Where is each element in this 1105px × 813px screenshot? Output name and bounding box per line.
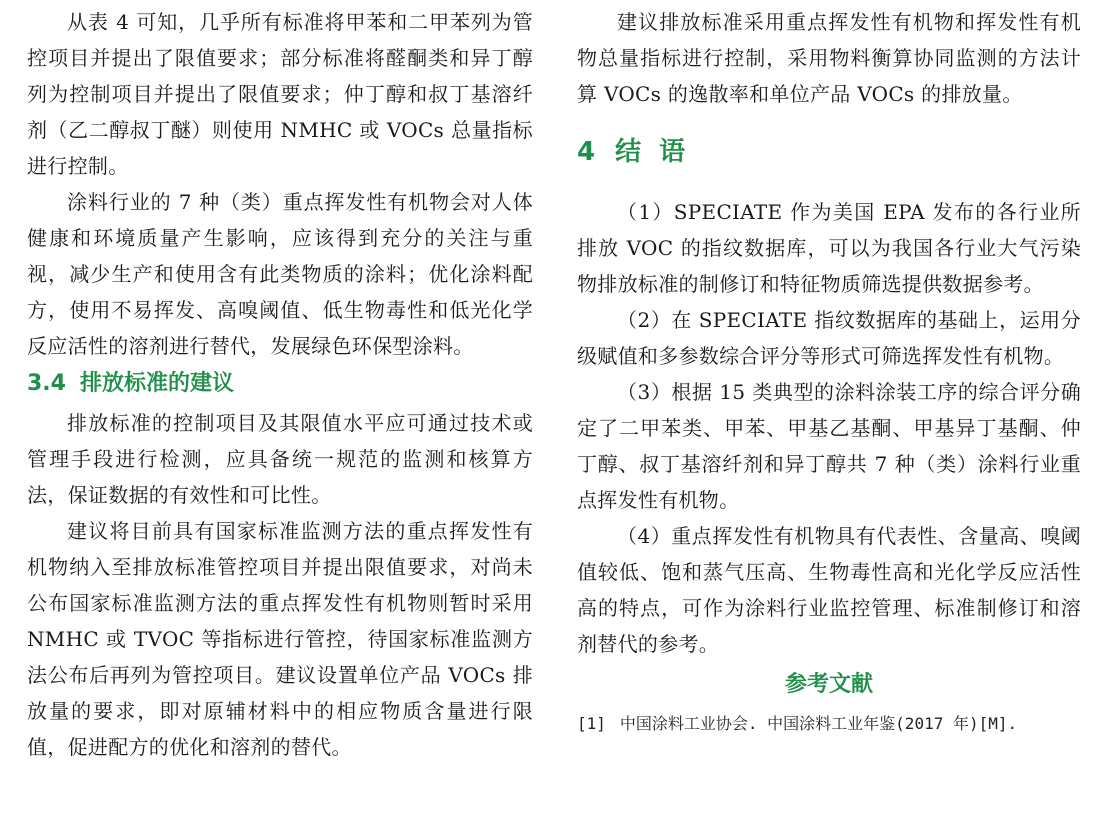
paragraph-recommendation: 建议将目前具有国家标准监测方法的重点挥发性有机物纳入至排放标准管控项目并提出限值要求，对尚未公布国家标准监测方法的重点挥发性有机物则暂时采用 NMHC 或 TVOC 等指标进行管控，待国家标准监测方法公布后再列为管控项目。建议设置单位产品 VOCs 排放量的要求，即对原辅材料中的相应物质含量进行限值，促进配方的优化和溶剂的替代。 (27, 519, 533, 759)
right-column (577, 0, 1081, 738)
section-heading-4 (577, 132, 1081, 172)
conclusion-item-3: （3）根据 15 类典型的涂料涂装工序的综合评分确定了二甲苯类、甲苯、甲基乙基酮、甲基异丁基酮、仲丁醇、叔丁基溶纤剂和异丁醇共 7 种（类）涂料行业重点挥发性有机物。 (577, 380, 1081, 512)
conclusion-item-2: （2）在 SPECIATE 指纹数据库的基础上，运用分级赋值和多参数综合评分等形式可筛选挥发性有机物。 (577, 308, 1081, 368)
reference-item (577, 710, 1081, 738)
left-column (27, 0, 533, 765)
reference-text: 中国涂料工业协会. 中国涂料工业年鉴(2017 年)[M]. (619, 714, 1018, 733)
section-number: 4 (577, 137, 596, 167)
paragraph-emission-indicators: 建议排放标准采用重点挥发性有机物和挥发性有机物总量指标进行控制，采用物料衡算协同监测的方法计算 VOCs 的逸散率和单位产品 VOCs 的排放量。 (577, 10, 1081, 106)
conclusion-item-4: （4）重点挥发性有机物具有代表性、含量高、嗅阈值较低、饱和蒸气压高、生物毒性高和光化学反应活性高的特点，可作为涂料行业监控管理、标准制修订和溶剂替代的参考。 (577, 524, 1081, 656)
reference-index: [1] (577, 714, 606, 733)
section-number: 3.4 (27, 371, 66, 396)
paragraph-table4-summary: 从表 4 可知，几乎所有标准将甲苯和二甲苯列为管控项目并提出了限值要求；部分标准将醛酮类和异丁醇列为控制项目并提出了限值要求；仲丁醇和叔丁基溶纤剂（乙二醇叔丁醚）则使用 NMHC 或 VOCs 总量指标进行控制。 (27, 10, 533, 178)
paragraph-coating-impact: 涂料行业的 7 种（类）重点挥发性有机物会对人体健康和环境质量产生影响，应该得到充分的关注与重视，减少生产和使用含有此类物质的涂料；优化涂料配方，使用不易挥发、高嗅阈值、低生物毒性和低光化学反应活性的溶剂进行替代，发展绿色环保型涂料。 (27, 190, 533, 358)
references-heading: 参考文献 (784, 672, 873, 697)
section-title: 排放标准的建议 (79, 371, 234, 396)
conclusion-item-1: （1）SPECIATE 作为美国 EPA 发布的各行业所排放 VOC 的指纹数据库，可以为我国各行业大气污染物排放标准的制修订和特征物质筛选提供数据参考。 (577, 200, 1081, 296)
section-heading-3-4 (27, 366, 533, 402)
section-title: 结语 (615, 137, 704, 167)
paragraph-control-items: 排放标准的控制项目及其限值水平应可通过技术或管理手段进行检测，应具备统一规范的监测和核算方法，保证数据的有效性和可比性。 (27, 411, 533, 507)
